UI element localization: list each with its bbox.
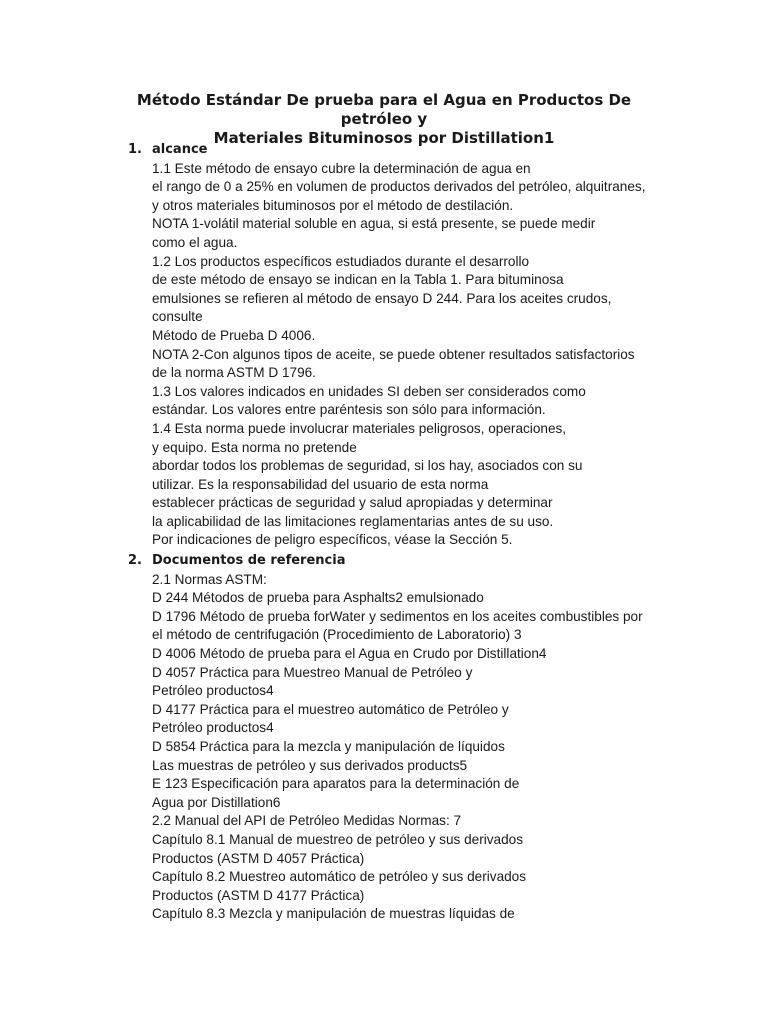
text-line: Método de Prueba D 4006. <box>152 327 316 343</box>
text-line: E 123 Especificación para aparatos para la determinación de <box>152 776 520 792</box>
text-line: utilizar. Es la responsabilidad del usuario de esta norma <box>152 476 489 492</box>
text-line: de este método de ensayo se indican en la Tabla 1. Para bituminosa <box>152 272 564 288</box>
text-line: Productos (ASTM D 4177 Práctica) <box>152 887 365 903</box>
text-line: 1.4 Esta norma puede involucrar materiales peligrosos, operaciones, <box>152 420 567 436</box>
text-line: D 244 Métodos de prueba para Asphalts2 emulsionado <box>152 590 484 606</box>
section-documentos-de-referencia <box>128 552 688 924</box>
section-heading <box>128 141 688 160</box>
text-line: D 1796 Método de prueba forWater y sedimentos en los aceites combustibles por <box>152 608 643 624</box>
section-alcance <box>128 141 688 550</box>
text-line: Agua por Distillation6 <box>152 794 281 810</box>
section-title: alcance <box>152 142 208 157</box>
text-line: 2.2 Manual del API de Petróleo Medidas Normas: 7 <box>152 813 462 829</box>
text-line: consulte <box>152 309 203 325</box>
text-line: el método de centrifugación (Procedimiento de Laboratorio) 3 <box>152 627 522 643</box>
text-line: como el agua. <box>152 234 238 250</box>
text-line: NOTA 1-volátil material soluble en agua, si está presente, se puede medir <box>152 216 596 232</box>
section-number: 2. <box>128 553 142 568</box>
text-line: Productos (ASTM D 4057 Práctica) <box>152 850 365 866</box>
document-title <box>100 91 668 148</box>
section-body <box>128 160 688 550</box>
text-line: Petróleo productos4 <box>152 683 274 699</box>
text-line: 1.3 Los valores indicados en unidades SI deben ser considerados como <box>152 383 586 399</box>
text-line: emulsiones se refieren al método de ensayo D 244. Para los aceites crudos, <box>152 290 612 306</box>
section-number: 1. <box>128 142 142 157</box>
text-line: Las muestras de petróleo y sus derivados products5 <box>152 757 468 773</box>
text-line: de la norma ASTM D 1796. <box>152 365 316 381</box>
text-line: 2.1 Normas ASTM: <box>152 571 267 587</box>
section-title: Documentos de referencia <box>152 553 346 568</box>
title-line-1: Método Estándar De prueba para el Agua en Productos De petróleo y <box>136 91 632 128</box>
text-line: estándar. Los valores entre paréntesis son sólo para información. <box>152 402 546 418</box>
text-line: 1.2 Los productos específicos estudiados durante el desarrollo <box>152 253 530 269</box>
text-line: abordar todos los problemas de seguridad, si los hay, asociados con su <box>152 458 583 474</box>
section-body <box>128 571 688 924</box>
text-line: la aplicabilidad de las limitaciones reglamentarias antes de su uso. <box>152 513 554 529</box>
title-line-2: Materiales Bituminosos por Distillation1 <box>213 129 555 147</box>
text-line: establecer prácticas de seguridad y salud apropiadas y determinar <box>152 495 553 511</box>
text-line: Petróleo productos4 <box>152 720 274 736</box>
text-line: NOTA 2-Con algunos tipos de aceite, se puede obtener resultados satisfactorios <box>152 346 635 362</box>
text-line: Capítulo 8.1 Manual de muestreo de petróleo y sus derivados <box>152 831 524 847</box>
text-line: D 4006 Método de prueba para el Agua en Crudo por Distillation4 <box>152 645 547 661</box>
text-line: y equipo. Esta norma no pretende <box>152 439 357 455</box>
section-heading <box>128 552 688 571</box>
text-line: D 4177 Práctica para el muestreo automático de Petróleo y <box>152 701 509 717</box>
text-line: y otros materiales bituminosos por el método de destilación. <box>152 197 514 213</box>
text-line: D 4057 Práctica para Muestreo Manual de Petróleo y <box>152 664 473 680</box>
text-line: Capítulo 8.2 Muestreo automático de petróleo y sus derivados <box>152 869 527 885</box>
text-line: Capítulo 8.3 Mezcla y manipulación de muestras líquidas de <box>152 906 515 922</box>
text-line: el rango de 0 a 25% en volumen de productos derivados del petróleo, alquitranes, <box>152 179 646 195</box>
text-line: D 5854 Práctica para la mezcla y manipulación de líquidos <box>152 738 505 754</box>
text-line: 1.1 Este método de ensayo cubre la determinación de agua en <box>152 160 531 176</box>
text-line: Por indicaciones de peligro específicos, véase la Sección 5. <box>152 532 513 548</box>
